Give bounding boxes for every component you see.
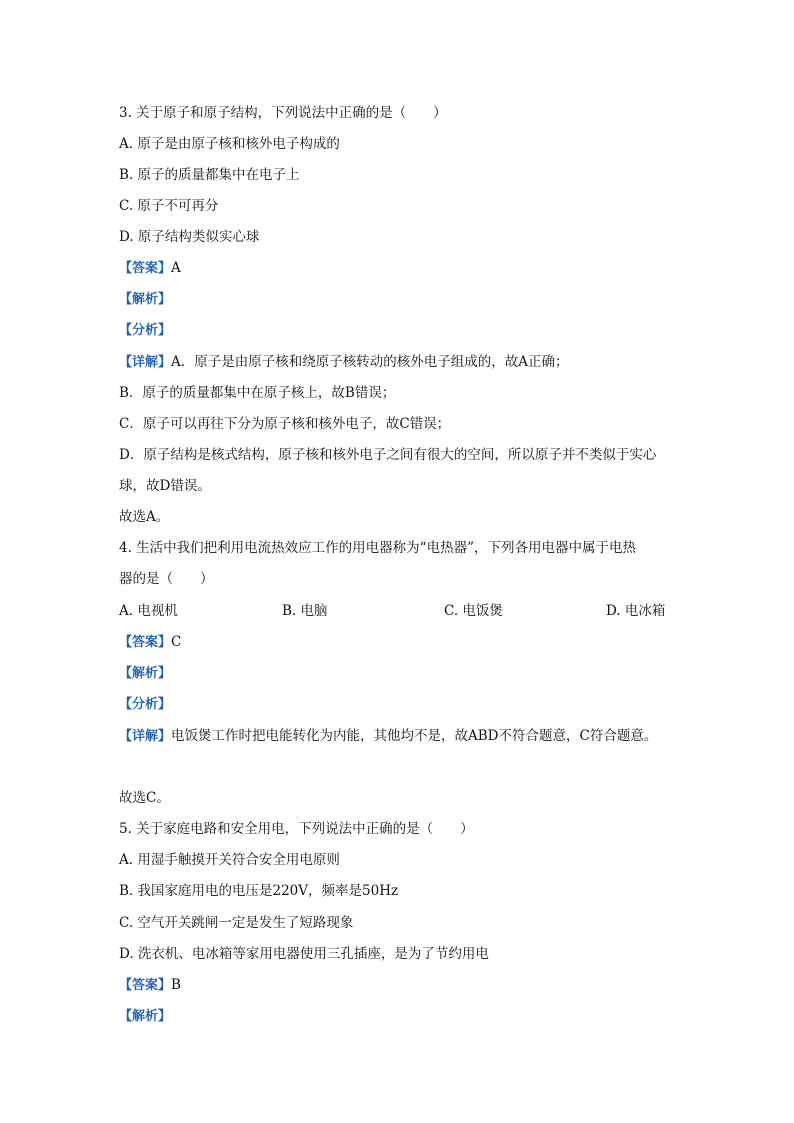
q5-stem: 5. 关于家庭电路和安全用电，下列说法中正确的是（ ） <box>119 821 474 837</box>
q4-detail-line <box>119 727 657 746</box>
q3-answer-line <box>119 259 181 278</box>
q4-conclusion: 故选C。 <box>119 790 170 806</box>
q3-option-c: C. 原子不可再分 <box>119 198 219 214</box>
q4-option-b: B. 电脑 <box>282 603 328 619</box>
q5-option-a: A. 用湿手触摸开关符合安全用电原则 <box>119 852 340 868</box>
fenxi-tag: 【分析】 <box>119 323 172 338</box>
q3-detail-d-cont: 球，故D错误。 <box>119 478 211 494</box>
q5-answer-line <box>119 976 181 995</box>
detail-tag: 【详解】 <box>119 729 172 744</box>
q3-detail-b: B．原子的质量都集中在原子核上，故B错误； <box>119 385 396 401</box>
fenxi-tag: 【分析】 <box>119 697 172 712</box>
q4-stem-line-2: 器的是（ ） <box>119 571 214 587</box>
q4-detail: 电饭煲工作时把电能转化为内能，其他均不是，故ABD不符合题意，C符合题意。 <box>171 728 658 744</box>
q4-stem-line-1: 4. 生活中我们把利用电流热效应工作的用电器称为“电热器”，下列各用电器中属于电热 <box>119 540 636 556</box>
analysis-tag: 【解析】 <box>119 666 172 681</box>
q4-option-d: D. 电冰箱 <box>606 603 666 619</box>
q3-analysis-line <box>119 290 171 309</box>
q3-detail-d: D．原子结构是核式结构，原子核和核外电子之间有很大的空间，所以原子并不类似于实心 <box>119 447 657 463</box>
q5-option-c: C. 空气开关跳闸一定是发生了短路现象 <box>119 915 354 931</box>
q4-option-c: C. 电饭煲 <box>444 603 503 619</box>
q4-fenxi-line <box>119 695 171 714</box>
q5-analysis-line <box>119 1007 171 1026</box>
analysis-tag: 【解析】 <box>119 1009 172 1024</box>
q3-option-b: B. 原子的质量都集中在电子上 <box>119 167 300 183</box>
q5-answer: B <box>171 977 181 993</box>
answer-tag: 【答案】 <box>119 635 172 650</box>
q4-analysis-line <box>119 664 171 683</box>
q3-fenxi-line <box>119 321 171 340</box>
q4-answer: C <box>171 634 182 650</box>
q3-answer: A <box>171 260 181 276</box>
q5-option-d: D. 洗衣机、电冰箱等家用电器使用三孔插座，是为了节约用电 <box>119 946 489 962</box>
q3-detail-line-1 <box>119 353 569 372</box>
q3-option-d: D. 原子结构类似实心球 <box>119 229 260 245</box>
q3-conclusion: 故选A。 <box>119 509 170 525</box>
q3-option-a: A. 原子是由原子核和核外电子构成的 <box>119 136 340 152</box>
q4-option-a: A. 电视机 <box>119 603 178 619</box>
detail-tag: 【详解】 <box>119 355 172 370</box>
q3-stem: 3. 关于原子和原子结构，下列说法中正确的是（ ） <box>119 105 447 121</box>
q3-detail-a: A．原子是由原子核和绕原子核转动的核外电子组成的，故A正确； <box>171 354 569 370</box>
answer-tag: 【答案】 <box>119 978 172 993</box>
q5-option-b: B. 我国家庭用电的电压是220V，频率是50Hz <box>119 883 399 899</box>
analysis-tag: 【解析】 <box>119 292 172 307</box>
answer-tag: 【答案】 <box>119 261 172 276</box>
q3-detail-c: C．原子可以再往下分为原子核和核外电子，故C错误； <box>119 416 451 432</box>
q4-answer-line <box>119 633 181 652</box>
